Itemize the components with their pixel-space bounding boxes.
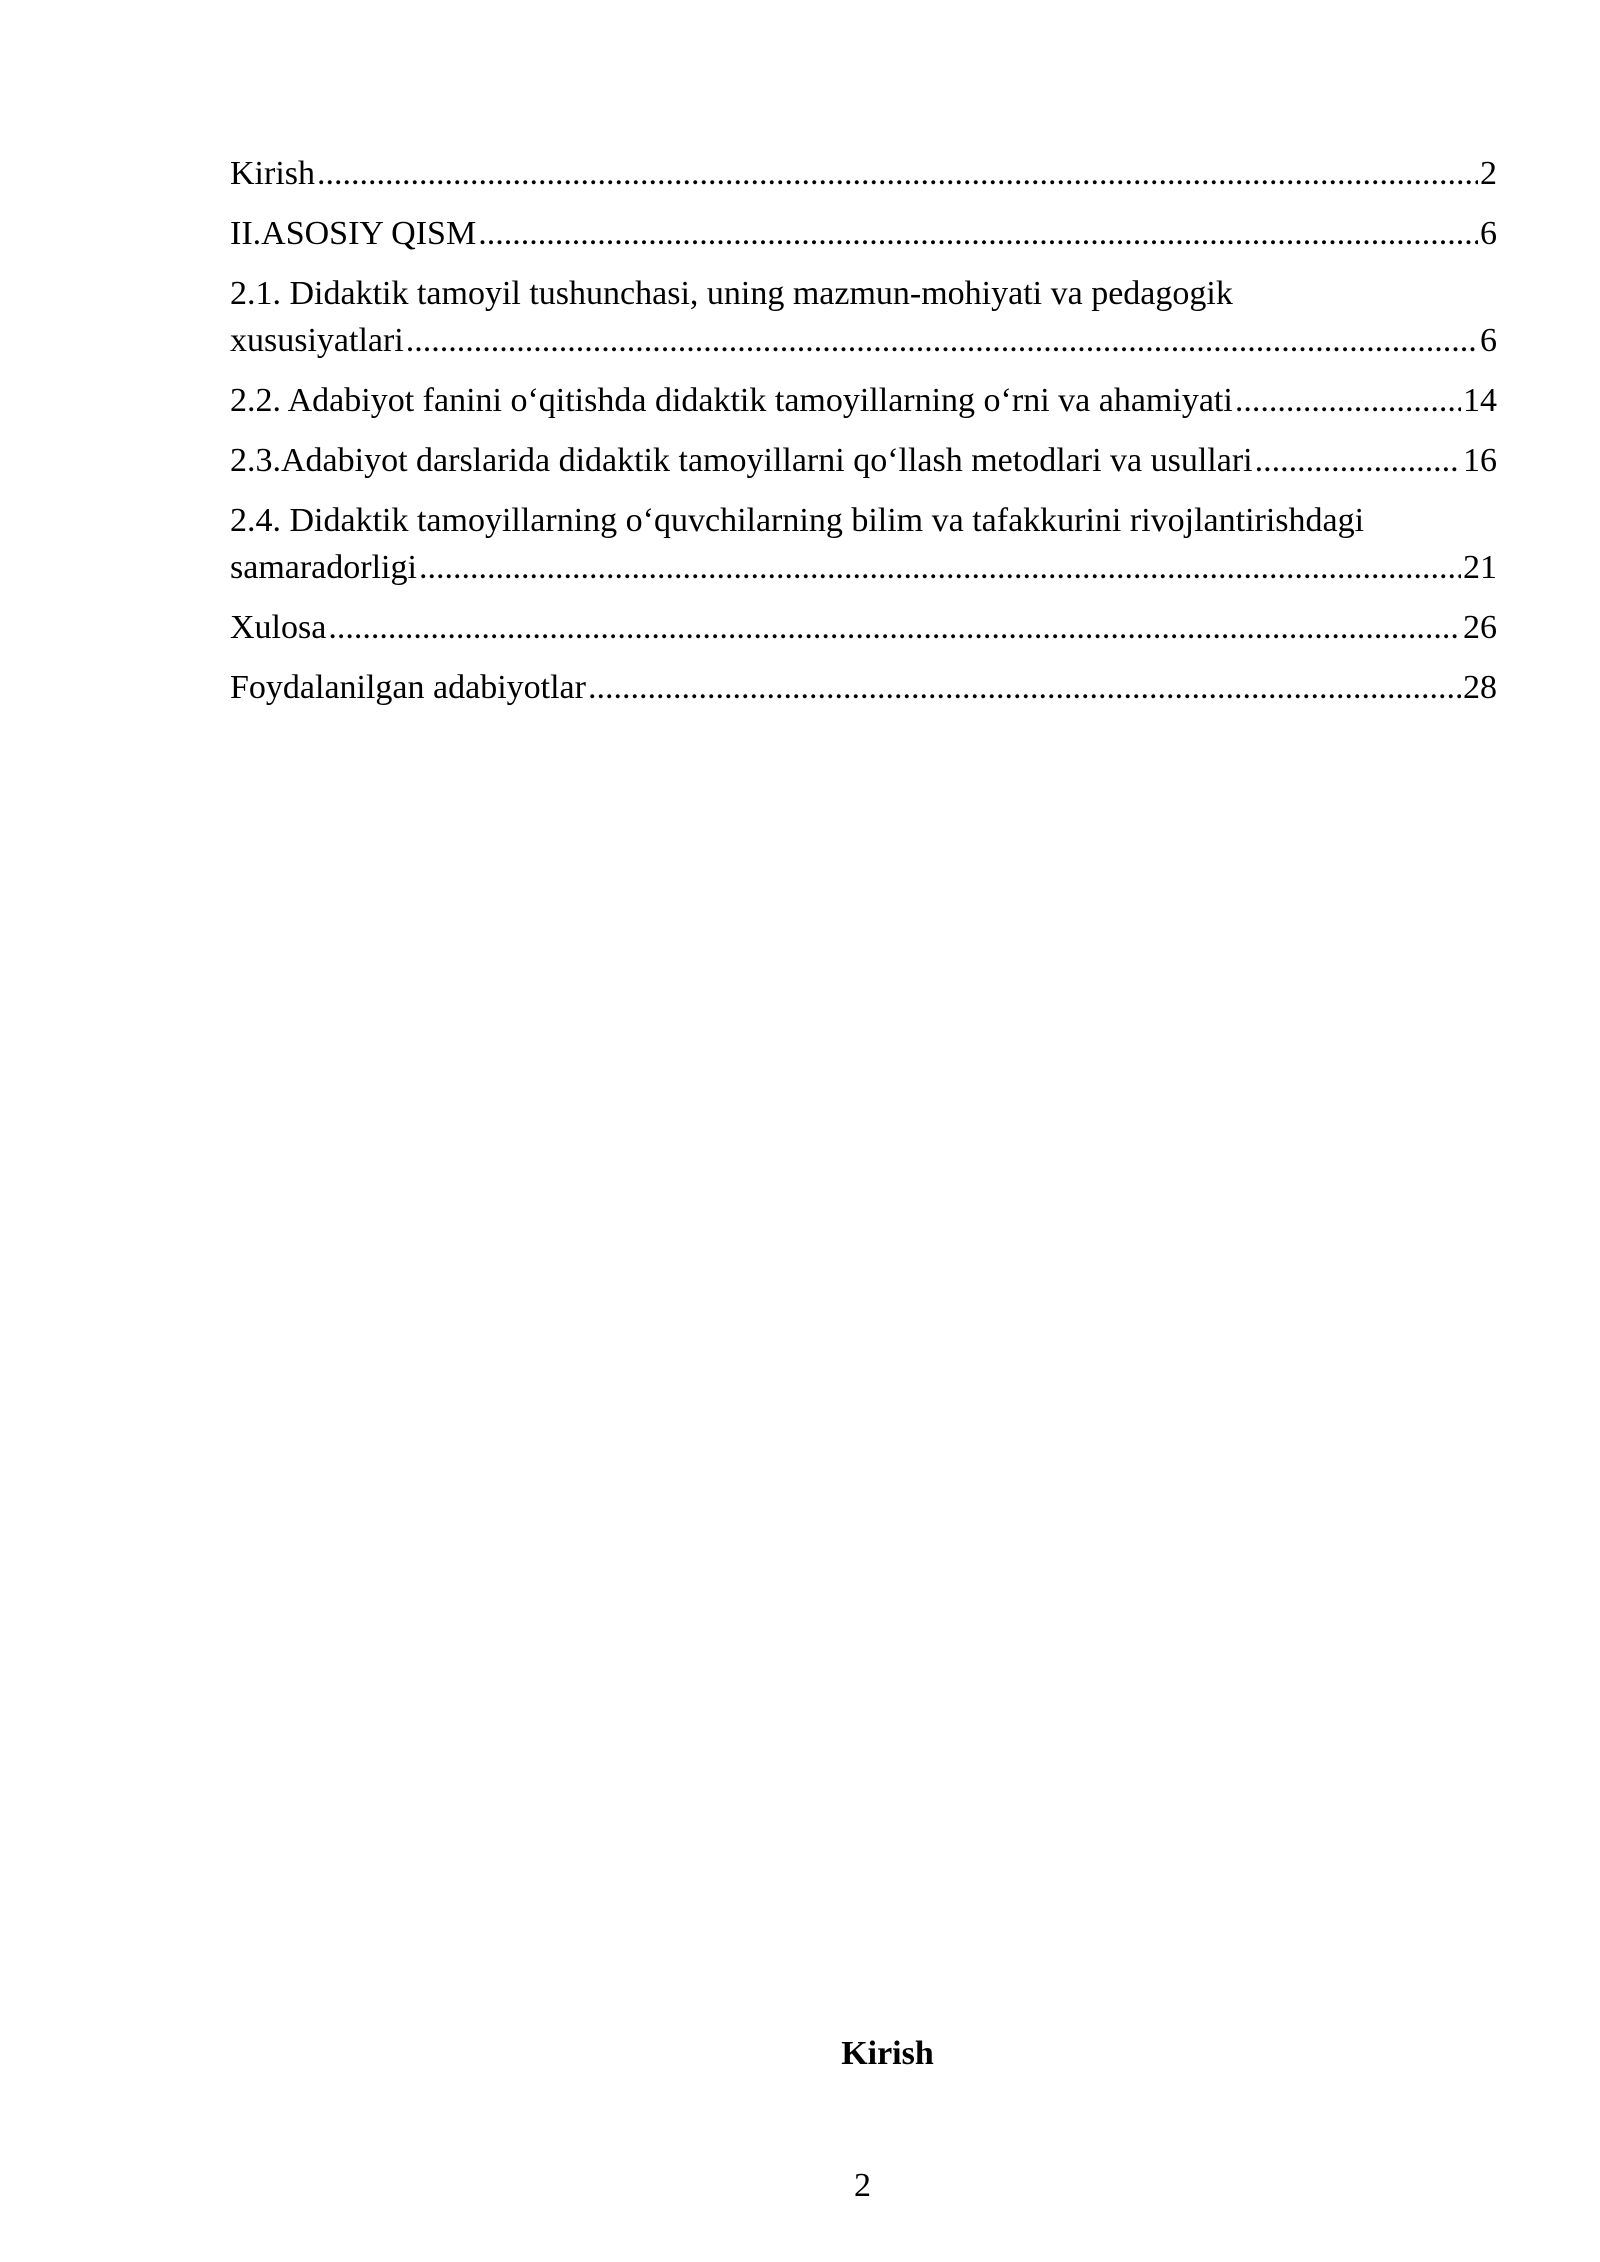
toc-page-number: 21: [1463, 549, 1497, 586]
toc-page-number: 14: [1463, 382, 1497, 419]
toc-dot-leader: [588, 664, 1461, 711]
toc-line: [230, 437, 1497, 484]
toc-page-number: 26: [1463, 609, 1497, 646]
toc-entry-asosiy-qism[interactable]: [230, 210, 1497, 257]
toc-entry-label: II.ASOSIY QISM: [230, 215, 477, 252]
toc-entry-label-line-2: samaradorligi: [230, 549, 417, 586]
toc-page-number: 6: [1480, 322, 1497, 359]
toc-dot-leader: [406, 317, 1478, 364]
toc-entry-foydalanilgan-adabiyotlar[interactable]: [230, 664, 1497, 711]
toc-entry-label-line-1: 2.4. Didaktik tamoyillarning o‘quvchilarning bilim va tafakkurini rivojlantirishdagi: [230, 502, 1365, 539]
page-number: 2: [854, 2167, 871, 2204]
toc-line: [230, 664, 1497, 711]
toc-entry-2-4[interactable]: [230, 497, 1497, 591]
toc-dot-leader: [328, 604, 1461, 651]
toc-dot-leader: [419, 544, 1461, 591]
toc-line: [230, 544, 1497, 591]
section-heading: Kirish: [841, 2035, 934, 2072]
toc-dot-leader: [1235, 377, 1461, 424]
toc-entry-label: Xulosa: [230, 609, 327, 646]
toc-dot-leader: [1255, 437, 1461, 484]
toc-line: [230, 604, 1497, 651]
toc-entry-2-3[interactable]: [230, 437, 1497, 484]
toc-entry-xulosa[interactable]: [230, 604, 1497, 651]
toc-line: [230, 210, 1497, 257]
toc-page-number: 28: [1463, 669, 1497, 706]
toc-entry-label-line-2: xususiyatlari: [230, 322, 404, 359]
toc-line: [230, 377, 1497, 424]
toc-page-number: 6: [1480, 215, 1497, 252]
toc-entry-2-1[interactable]: [230, 270, 1497, 364]
toc-page-number: 2: [1480, 155, 1497, 192]
toc-entry-label: 2.3.Adabiyot darslarida didaktik tamoyillarni qo‘llash metodlari va usullari: [230, 442, 1253, 479]
toc-entry-2-2[interactable]: [230, 377, 1497, 424]
toc-line: [230, 317, 1497, 364]
toc-entry-label: 2.2. Adabiyot fanini o‘qitishda didaktik tamoyillarning o‘rni va ahamiyati: [230, 382, 1233, 419]
toc-entry-label: Foydalanilgan adabiyotlar: [230, 669, 586, 706]
toc-entry-kirish[interactable]: [230, 150, 1497, 197]
toc-line: [230, 150, 1497, 197]
table-of-contents: [230, 150, 1497, 724]
toc-entry-label-line-1: 2.1. Didaktik tamoyil tushunchasi, uning mazmun-mohiyati va pedagogik: [230, 275, 1233, 312]
toc-dot-leader: [478, 210, 1478, 257]
toc-page-number: 16: [1463, 442, 1497, 479]
toc-entry-label: Kirish: [230, 155, 315, 192]
toc-dot-leader: [317, 150, 1478, 197]
